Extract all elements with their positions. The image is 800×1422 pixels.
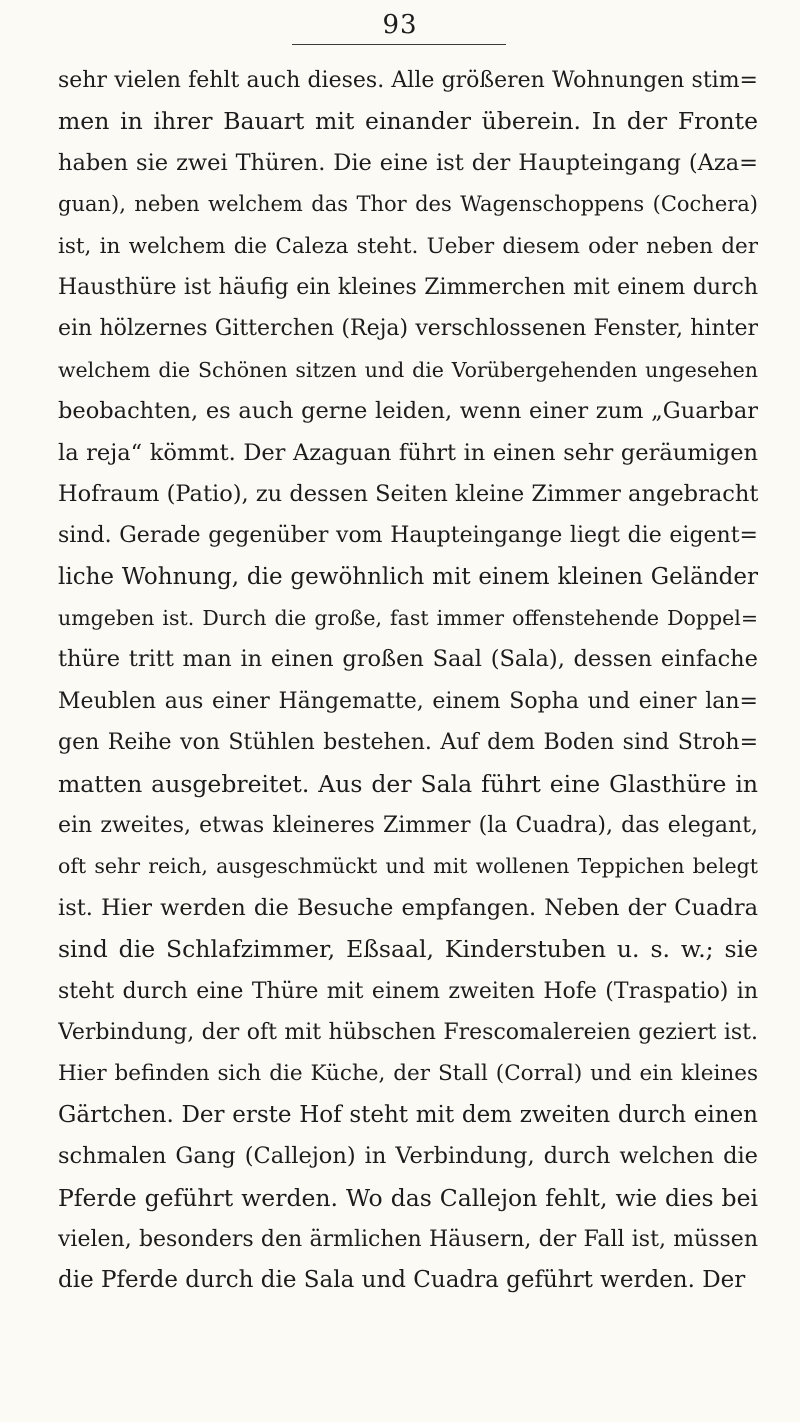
text-line: umgeben ist. Durch die große, fast immer offenstehende Doppel= bbox=[58, 606, 758, 631]
text-line: steht durch eine Thüre mit einem zweiten Hofe (Traspatio) in bbox=[58, 978, 758, 1004]
text-line: Hier befinden sich die Küche, der Stall (Corral) und ein kleines bbox=[58, 1061, 758, 1087]
text-line: liche Wohnung, die gewöhnlich mit einem kleinen Geländer bbox=[58, 563, 758, 590]
text-line: Gärtchen. Der erste Hof steht mit dem zweiten durch einen bbox=[58, 1101, 758, 1128]
text-line: la reja“ kömmt. Der Azaguan führt in einen sehr geräumigen bbox=[58, 439, 758, 466]
text-line: Pferde geführt werden. Wo das Callejon fehlt, wie dies bei bbox=[58, 1183, 758, 1212]
body-text bbox=[58, 60, 758, 1302]
text-line: Hausthüre ist häufig ein kleines Zimmerchen mit einem durch bbox=[58, 274, 758, 300]
text-line: sind die Schlafzimmer, Eßsaal, Kinderstuben u. s. w.; sie bbox=[58, 935, 758, 964]
text-line: welchem die Schönen sitzen und die Vorübergehenden ungesehen bbox=[58, 357, 758, 382]
page-number: 93 bbox=[382, 10, 418, 40]
text-line: men in ihrer Bauart mit einander überein. In der Fronte bbox=[58, 107, 758, 136]
text-line: sehr vielen fehlt auch dieses. Alle größeren Wohnungen stim= bbox=[58, 68, 758, 93]
text-line: Verbindung, der oft mit hübschen Frescomalereien geziert ist. bbox=[58, 1019, 758, 1045]
header-rule bbox=[292, 44, 506, 45]
text-line: haben sie zwei Thüren. Die eine ist der Haupteingang (Aza= bbox=[58, 149, 758, 176]
text-line: schmalen Gang (Callejon) in Verbindung, durch welchen die bbox=[58, 1143, 758, 1170]
text-line: die Pferde durch die Sala und Cuadra geführt werden. Der bbox=[58, 1267, 746, 1294]
text-line: oft sehr reich, ausgeschmückt und mit wollenen Teppichen belegt bbox=[58, 854, 758, 879]
text-line: sind. Gerade gegenüber vom Haupteingange liegt die eigent= bbox=[58, 523, 758, 549]
text-line: Meublen aus einer Hängematte, einem Sopha und einer lan= bbox=[58, 688, 758, 714]
text-line: ist. Hier werden die Besuche empfangen. Neben der Cuadra bbox=[58, 894, 758, 921]
text-line: thüre tritt man in einen großen Saal (Sala), dessen einfache bbox=[58, 646, 758, 673]
text-line: ein zweites, etwas kleineres Zimmer (la Cuadra), das elegant, bbox=[58, 813, 758, 839]
text-line: Hofraum (Patio), zu dessen Seiten kleine Zimmer angebracht bbox=[58, 480, 758, 507]
text-line: guan), neben welchem das Thor des Wagenschoppens (Cochera) bbox=[58, 192, 758, 217]
text-line: vielen, besonders den ärmlichen Häusern, der Fall ist, müssen bbox=[58, 1226, 758, 1252]
text-line: gen Reihe von Stühlen bestehen. Auf dem Boden sind Stroh= bbox=[58, 730, 758, 756]
text-line: beobachten, es auch gerne leiden, wenn einer zum „Guarbar bbox=[58, 398, 758, 425]
text-line: matten ausgebreitet. Aus der Sala führt eine Glasthüre in bbox=[58, 769, 758, 798]
text-line: ist, in welchem die Caleza steht. Ueber diesem oder neben der bbox=[58, 233, 758, 259]
text-line: ein hölzernes Gitterchen (Reja) verschlossenen Fenster, hinter bbox=[58, 316, 758, 342]
